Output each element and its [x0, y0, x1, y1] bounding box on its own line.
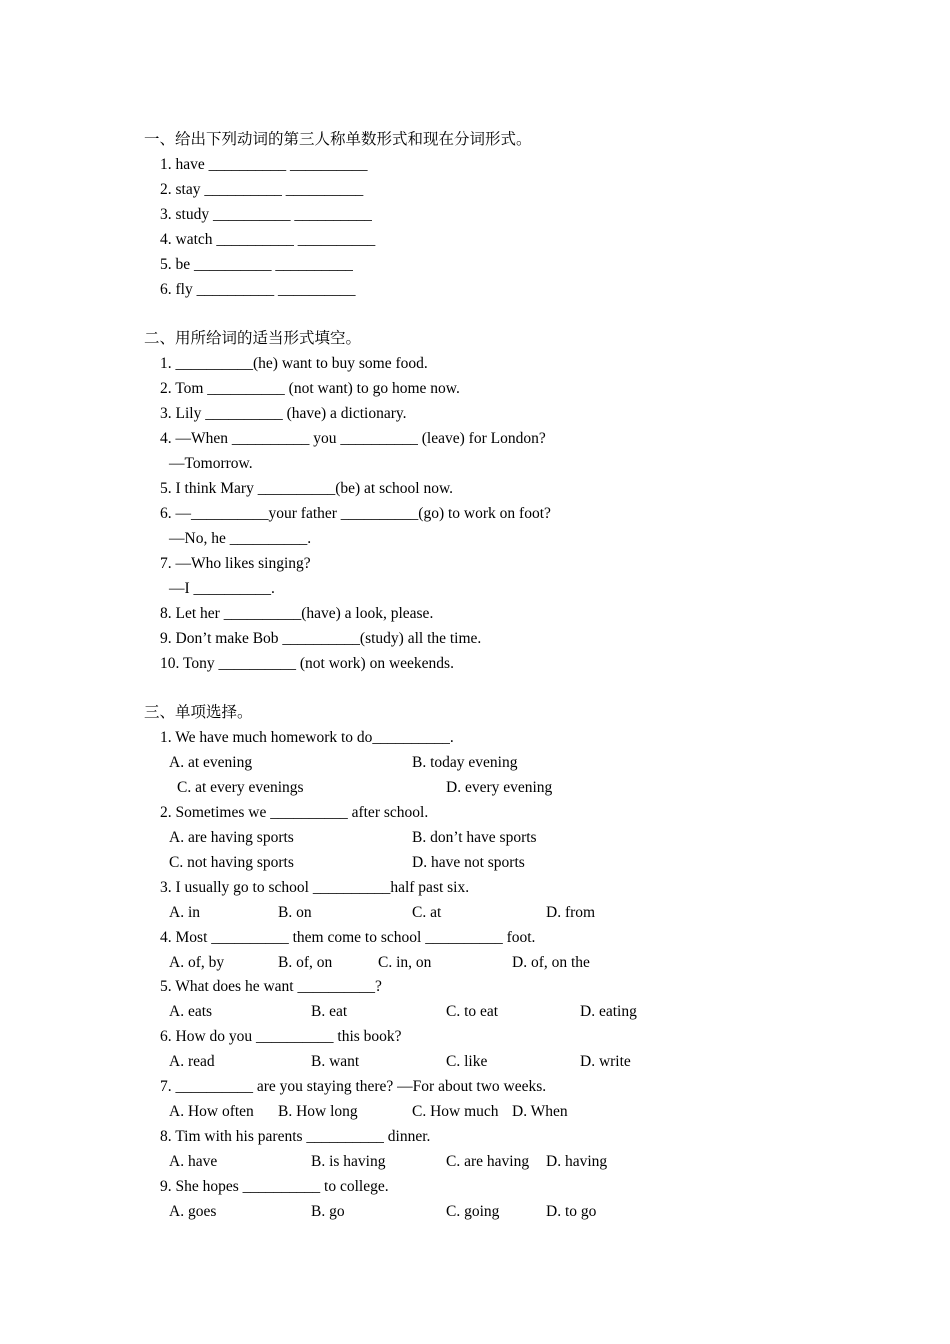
option-a: A. have [169, 1153, 218, 1170]
list-item: 3. study __________ __________ [160, 206, 372, 223]
question: 7. __________ are you staying there? —For about two weeks. [160, 1078, 547, 1095]
option-b: B. How long [278, 1103, 358, 1120]
option-a: A. of, by [169, 954, 225, 971]
list-item: 9. Don’t make Bob __________(study) all the time. [160, 630, 482, 647]
section2-heading: 二、用所给词的适当形式填空。 [144, 330, 362, 347]
option-c: C. not having sports [169, 854, 294, 871]
option-b: B. eat [311, 1003, 348, 1020]
option-d: D. to go [546, 1203, 597, 1220]
question: 4. Most __________ them come to school __________ foot. [160, 929, 536, 946]
option-d: D. eating [580, 1003, 637, 1020]
option-d: D. having [546, 1153, 608, 1170]
option-d: D. of, on the [512, 954, 590, 971]
list-item: 2. stay __________ __________ [160, 181, 364, 198]
option-b: B. today evening [412, 754, 518, 771]
option-d: D. have not sports [412, 854, 525, 871]
option-b: B. of, on [278, 954, 333, 971]
option-c: C. in, on [378, 954, 432, 971]
option-d: D. from [546, 904, 596, 921]
question: 6. How do you __________ this book? [160, 1028, 402, 1045]
list-item: 6. fly __________ __________ [160, 281, 356, 298]
question: 3. I usually go to school __________half past six. [160, 879, 470, 896]
list-item: 4. —When __________ you __________ (leave) for London? [160, 430, 546, 447]
section3-heading: 三、单项选择。 [144, 704, 253, 721]
option-b: B. go [311, 1203, 345, 1220]
option-a: A. in [169, 904, 200, 921]
list-item: 6. —__________your father __________(go) to work on foot? [160, 505, 551, 522]
question: 2. Sometimes we __________ after school. [160, 804, 429, 821]
list-item: 2. Tom __________ (not want) to go home now. [160, 380, 460, 397]
question: 9. She hopes __________ to college. [160, 1178, 389, 1195]
option-b: B. want [311, 1053, 360, 1070]
option-a: A. How often [169, 1103, 254, 1120]
option-d: D. every evening [446, 779, 553, 796]
list-item: 5. I think Mary __________(be) at school now. [160, 480, 454, 497]
option-c: C. How much [412, 1103, 499, 1120]
list-item-answer: —I __________. [169, 580, 275, 597]
list-item: 7. —Who likes singing? [160, 555, 311, 572]
list-item: 1. __________(he) want to buy some food. [160, 355, 428, 372]
list-item: 3. Lily __________ (have) a dictionary. [160, 405, 407, 422]
question: 8. Tim with his parents __________ dinner. [160, 1128, 431, 1145]
list-item: 8. Let her __________(have) a look, please. [160, 605, 434, 622]
section1-heading: 一、给出下列动词的第三人称单数形式和现在分词形式。 [144, 131, 532, 148]
question: 1. We have much homework to do__________. [160, 729, 454, 746]
option-c: C. to eat [446, 1003, 499, 1020]
option-c: C. at every evenings [177, 779, 304, 796]
option-c: C. are having [446, 1153, 530, 1170]
option-b: B. on [278, 904, 312, 921]
option-d: D. write [580, 1053, 631, 1070]
list-item: 10. Tony __________ (not work) on weekends. [160, 655, 454, 672]
option-a: A. are having sports [169, 829, 294, 846]
option-a: A. goes [169, 1203, 217, 1220]
option-c: C. going [446, 1203, 500, 1220]
option-b: B. is having [311, 1153, 386, 1170]
option-c: C. at [412, 904, 442, 921]
list-item-answer: —No, he __________. [169, 530, 312, 547]
option-a: A. eats [169, 1003, 213, 1020]
option-b: B. don’t have sports [412, 829, 537, 846]
list-item-answer: —Tomorrow. [169, 455, 253, 472]
list-item: 5. be __________ __________ [160, 256, 353, 273]
option-a: A. at evening [169, 754, 253, 771]
list-item: 1. have __________ __________ [160, 156, 368, 173]
option-a: A. read [169, 1053, 215, 1070]
list-item: 4. watch __________ __________ [160, 231, 376, 248]
option-d: D. When [512, 1103, 568, 1120]
question: 5. What does he want __________? [160, 978, 382, 995]
option-c: C. like [446, 1053, 488, 1070]
